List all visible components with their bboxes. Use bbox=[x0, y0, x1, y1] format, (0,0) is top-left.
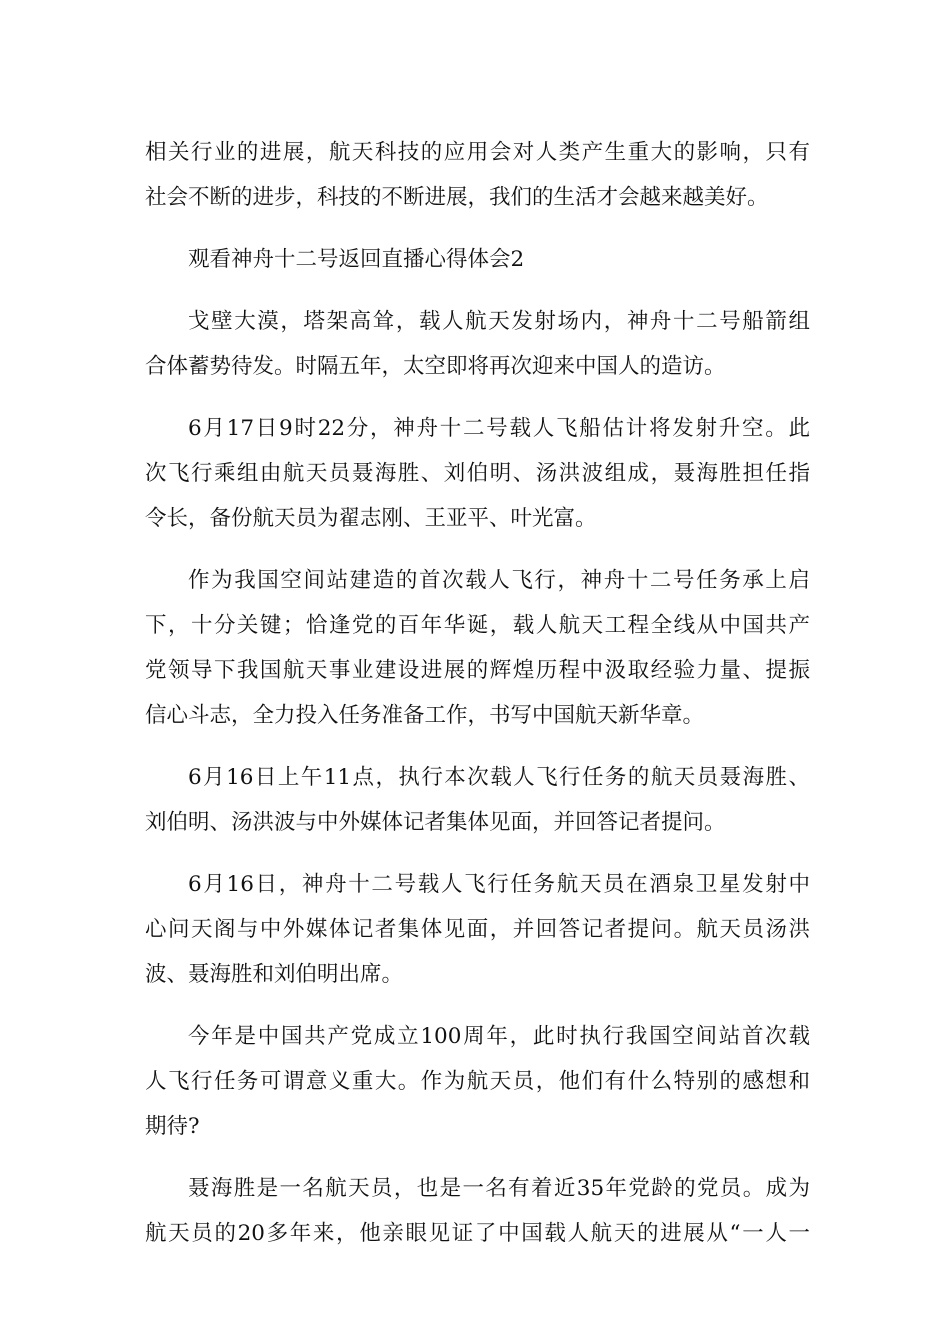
paragraph-line: 戈壁大漠，塔架高耸，载人航天发射场内，神舟十二号船箭组 bbox=[188, 309, 810, 334]
paragraph bbox=[145, 406, 810, 541]
paragraph-line: 人飞行任务可谓意义重大。作为航天员，他们有什么特别的感想和 bbox=[145, 1069, 810, 1094]
paragraph-line: 波、聂海胜和刘伯明出席。 bbox=[145, 962, 404, 987]
paragraph-line: 6月16日，神舟十二号载人飞行任务航天员在酒泉卫星发射中 bbox=[188, 872, 810, 897]
paragraph bbox=[145, 558, 810, 738]
paragraph bbox=[145, 755, 810, 845]
paragraph-line: 次飞行乘组由航天员聂海胜、刘伯明、汤洪波组成，聂海胜担任指 bbox=[145, 461, 810, 486]
paragraph-line: 6月17日9时22分，神舟十二号载人飞船估计将发射升空。此 bbox=[188, 416, 810, 441]
paragraph bbox=[145, 862, 810, 997]
paragraph-line: 今年是中国共产党成立100周年，此时执行我国空间站首次载 bbox=[188, 1024, 810, 1049]
paragraph-line: 合体蓄势待发。时隔五年，太空即将再次迎来中国人的造访。 bbox=[145, 354, 726, 379]
paragraph-line: 社会不断的进步，科技的不断进展，我们的生活才会越来越美好。 bbox=[145, 185, 769, 210]
paragraph-line: 心问天阁与中外媒体记者集体见面，并回答记者提问。航天员汤洪 bbox=[145, 917, 810, 942]
document-body bbox=[145, 130, 810, 1273]
paragraph-line: 航天员的20多年来，他亲眼见证了中国载人航天的进展从“一人一 bbox=[145, 1221, 810, 1246]
paragraph-line: 相关行业的进展，航天科技的应用会对人类产生重大的影响，只有 bbox=[145, 140, 810, 165]
paragraph bbox=[145, 1014, 810, 1149]
paragraph bbox=[145, 1166, 810, 1256]
paragraph-line: 6月16日上午11点，执行本次载人飞行任务的航天员聂海胜、 bbox=[188, 765, 810, 790]
paragraph-line: 党领导下我国航天事业建设进展的辉煌历程中汲取经验力量、提振 bbox=[145, 658, 810, 683]
paragraph bbox=[145, 299, 810, 389]
section-heading bbox=[145, 237, 810, 282]
paragraph-line: 信心斗志，全力投入任务准备工作，书写中国航天新华章。 bbox=[145, 703, 705, 728]
paragraph-line: 令长，备份航天员为翟志刚、王亚平、叶光富。 bbox=[145, 506, 597, 531]
paragraph-line: 下，十分关键；恰逢党的百年华诞，载人航天工程全线从中国共产 bbox=[145, 613, 810, 638]
paragraph-line: 聂海胜是一名航天员，也是一名有着近35年党龄的党员。成为 bbox=[188, 1176, 810, 1201]
paragraph-continuation bbox=[145, 130, 810, 220]
paragraph-line: 刘伯明、汤洪波与中外媒体记者集体见面，并回答记者提问。 bbox=[145, 810, 726, 835]
heading-line: 观看神舟十二号返回直播心得体会2 bbox=[188, 247, 525, 272]
paragraph-line: 期待? bbox=[145, 1114, 200, 1139]
paragraph-line: 作为我国空间站建造的首次载人飞行，神舟十二号任务承上启 bbox=[188, 568, 810, 593]
